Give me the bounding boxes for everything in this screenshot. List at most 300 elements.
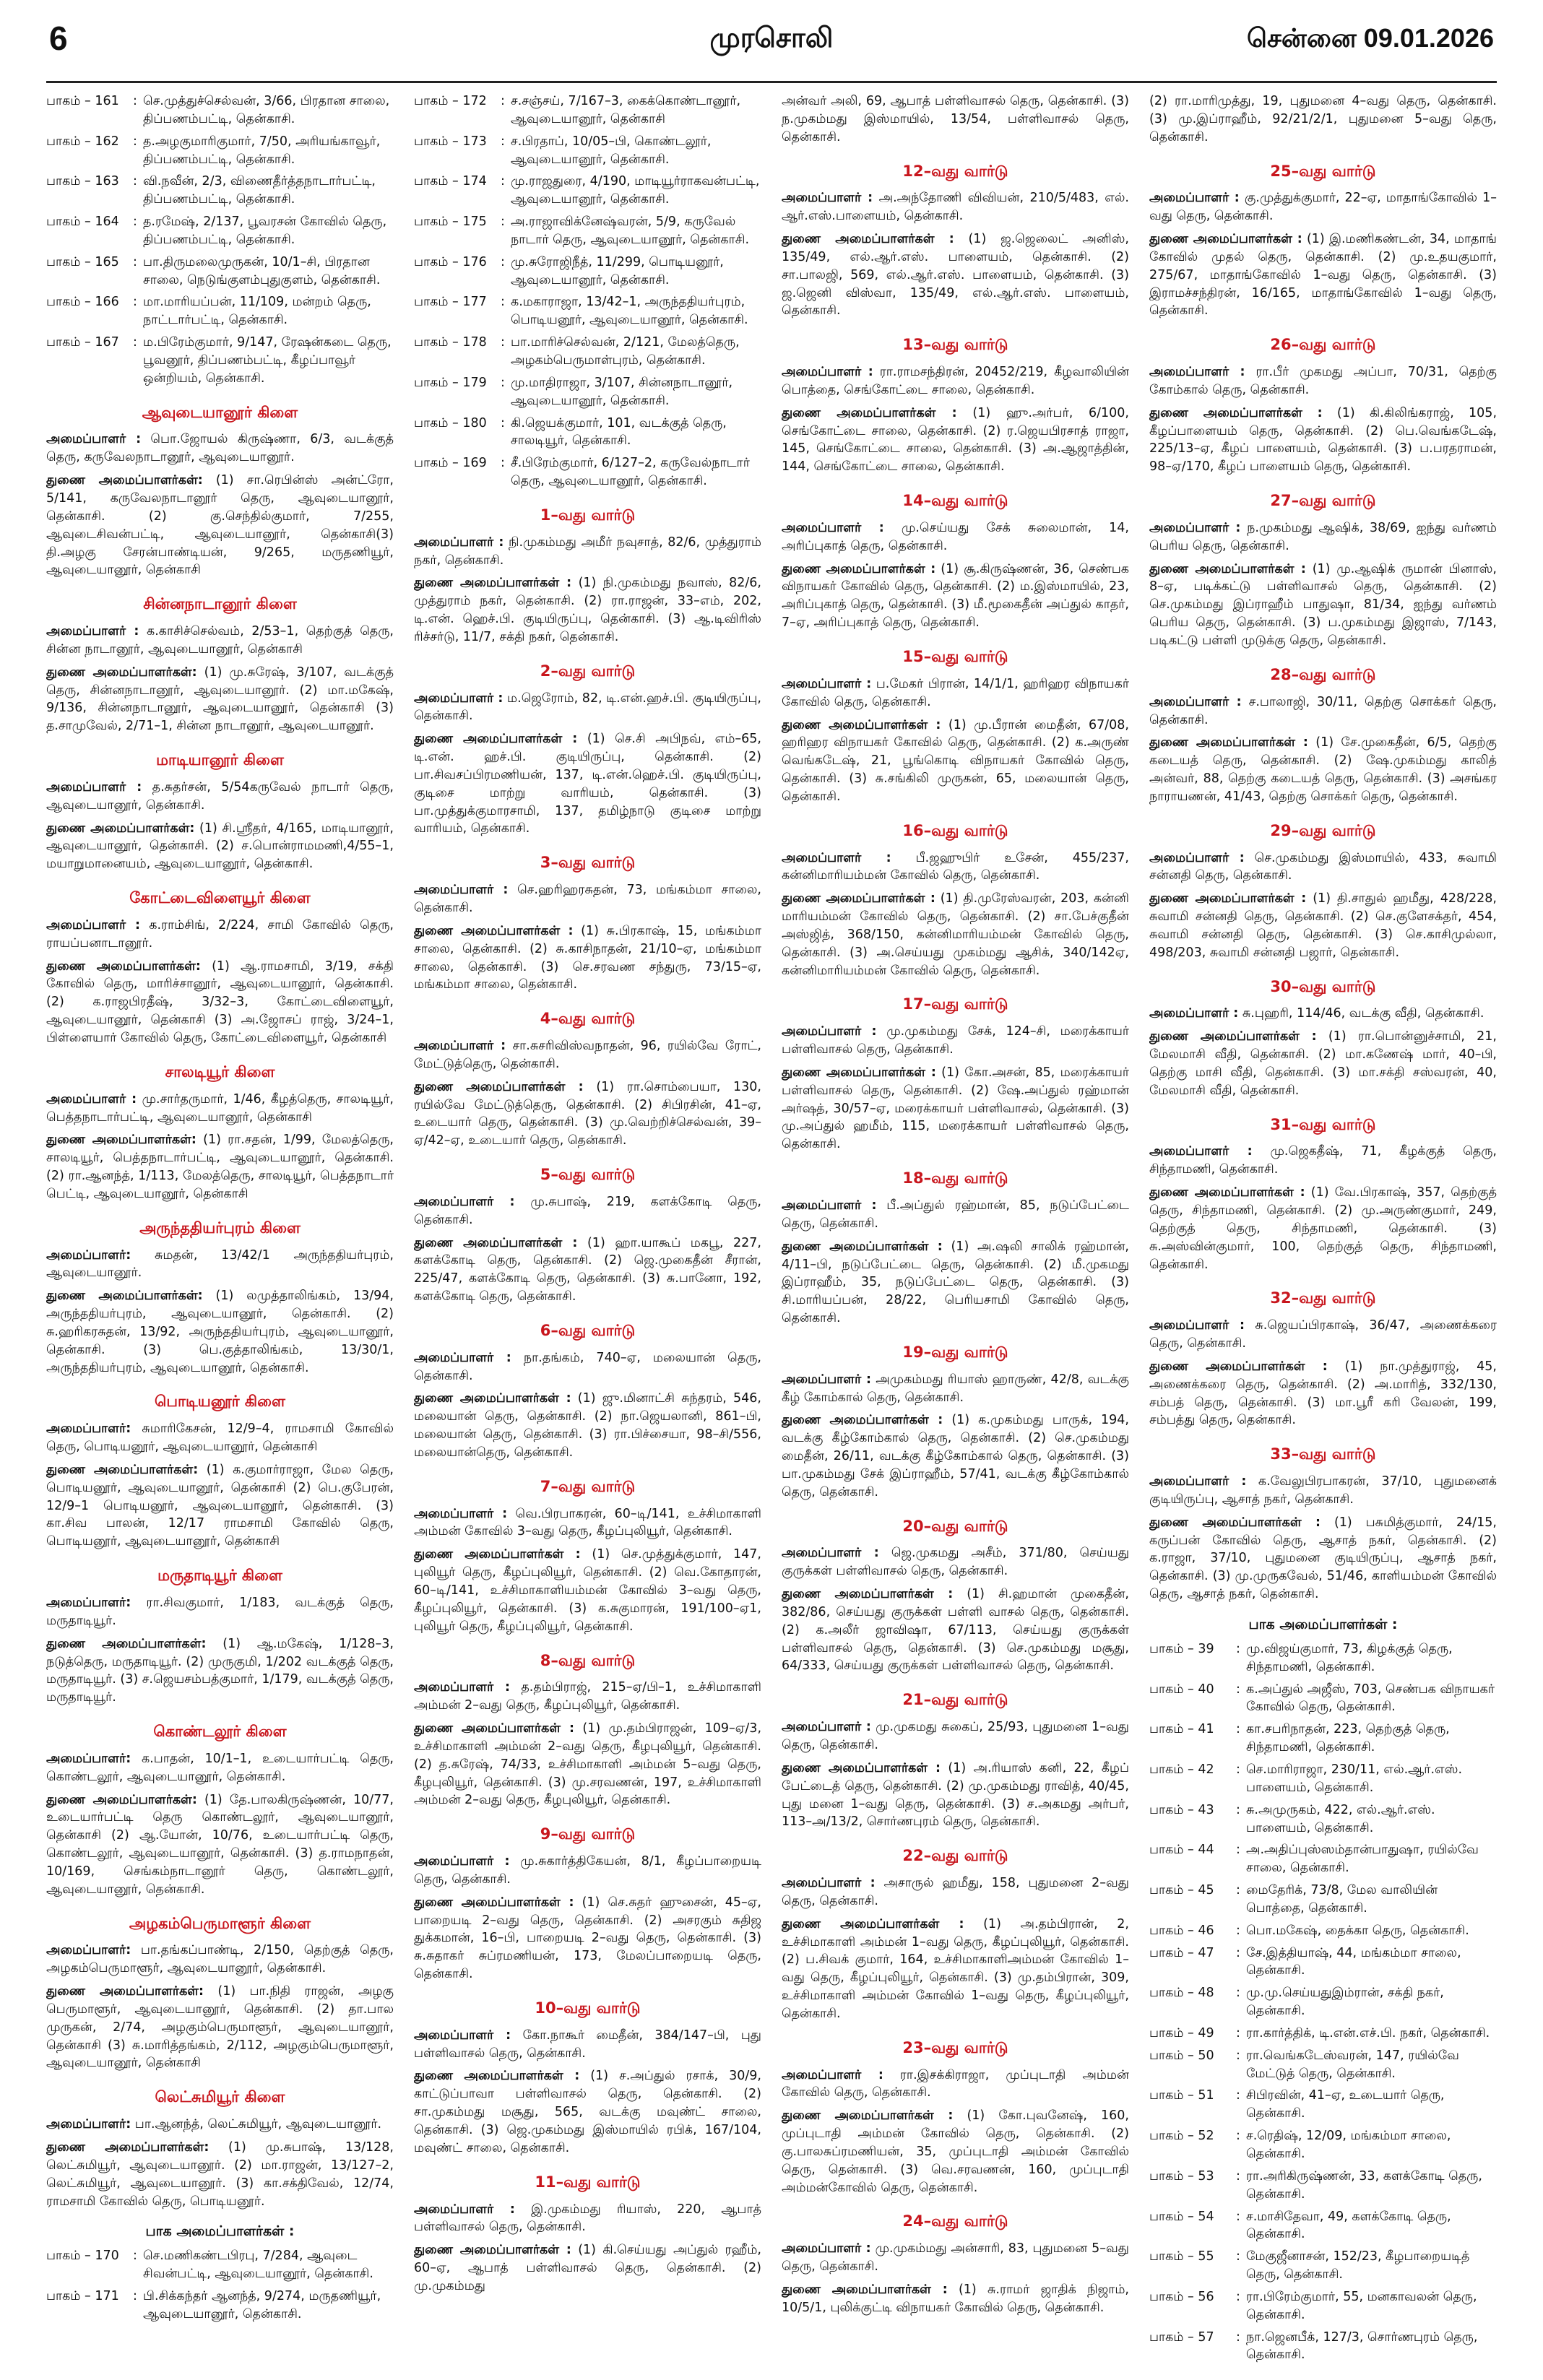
member-details: (1) ரா.சொம்பையா, 130, ரயில்வே மேட்டுத்தெரு, தென்காசி. (2) சிபிரசின், 41–ஏ, உடையார் தெரு, தென்காசி. (3) மு.வெற்றிச்செல்வன், 39–ஏ/42–ஏ, உடையார் தெரு, தென்காசி. bbox=[414, 1079, 761, 1148]
booth-entry bbox=[46, 334, 394, 388]
member-details: சா.சுசரிவிஸ்வநாதன், 96, ரயில்வே ரோட், மேட்டுத்தெரு, தென்காசி. bbox=[414, 1039, 761, 1071]
booth-number: பாகம் – 169 bbox=[414, 456, 487, 471]
role-label: துணை அமைப்பாளர்கள் : bbox=[1149, 1359, 1328, 1374]
section-heading: கோட்டைவிளையூர் கிளை bbox=[129, 889, 311, 907]
member-details: (1) மு.பீரான் மைதீன், 67/08, ஹரிஹர விநாயகர் கோவில் தெரு, தென்காசி. (2) க.அருண் வெங்கடேஷ், 21, பூங்கொடி விநாயகர் கோவில் தெரு, தென்காசி. (3) சு.சங்கிலி முருகன், 65, மலையான் தெரு, தென்காசி. bbox=[782, 717, 1129, 804]
booth-member-details: ரா.பிரேம்குமார், 55, மனகாவலன் தெரு, தென்காசி. bbox=[1246, 2289, 1477, 2322]
role-label: துணை அமைப்பாளர்கள் : bbox=[782, 1760, 941, 1775]
booth-member-details: சு.அமுருகம், 422, எல்.ஆர்.எஸ். பாளையம், தென்காசி. bbox=[1246, 1802, 1435, 1835]
booth-member-details: செ.மாரிராஜா, 230/11, எல்.ஆர்.எஸ். பாளையம், தென்காசி. bbox=[1246, 1762, 1463, 1795]
member-details: (1) ஹா.யாகூப் மகபூ, 227, களக்கோடி தெரு, தென்காசி. (2) ஜெ.முகைதீன் சீரான், 225/47, களக்கோடி தெரு, தென்காசி. (3) சு.பானோ, 192, களக்கோடி தெரு, தென்காசி. bbox=[414, 1235, 761, 1304]
member-details: ந.முகம்மது ஆஷிக், 38/69, ஐந்து வர்ணம் பெரிய தெரு, தென்காசி. bbox=[1149, 520, 1497, 553]
member-details: வெ.பிரபாகரன், 60–டி/141, உச்சிமாகாளி அம்மன் கோவில் 3–வது தெரு, கீழப்புலியூர், தென்காசி. bbox=[414, 1506, 761, 1539]
booth-member-details: வி.நவீன், 2/3, விணைதீர்த்தநாடார்பட்டி, திப்பணம்பட்டி, தென்காசி. bbox=[143, 174, 376, 207]
member-paragraph bbox=[782, 890, 1129, 979]
booth-member-details: த.அழகுமாரிகுமார், 7/50, அரியங்காவூர், திப்பணம்பட்டி, தென்காசி. bbox=[143, 134, 381, 167]
separator-colon: : bbox=[501, 415, 505, 430]
member-paragraph bbox=[1149, 561, 1497, 650]
role-label: துணை அமைப்பாளர்கள் : bbox=[1149, 735, 1308, 750]
booth-entry bbox=[414, 454, 761, 490]
section-heading: 16–வது வார்டு bbox=[902, 821, 1008, 839]
booth-number: பாகம் – 48 bbox=[1149, 1986, 1214, 2001]
booth-member-details: சிபிரவின், 41–ஏ, உடையார் தெரு, தென்காசி. bbox=[1246, 2088, 1445, 2121]
member-paragraph bbox=[414, 690, 761, 726]
member-paragraph bbox=[414, 534, 761, 570]
member-details: பா.ஆனந்த், லெட்சுமியூர், ஆவுடையானூர். bbox=[134, 2117, 382, 2132]
booth-entry bbox=[46, 2247, 394, 2283]
member-details: (1) தி.முரேஸ்வரன், 203, கன்னி மாரியம்மன் கோவில் தெரு, தென்காசி. (2) சா.பேச்குதீன் அஸ்ஜித், 368/150, கன்னிமாரியம்மன் கோவில் தெரு, தென்காசி. (3) அ.செய்யது முகம்மது ஆசிக், 340/142ஏ, கன்னிமாரியம்மன் கோவில் தெரு, தென்காசி. bbox=[782, 891, 1129, 978]
role-label: துணை அமைப்பாளர்கள் : bbox=[782, 2282, 948, 2297]
role-label: துணை அமைப்பாளர்கள்: bbox=[46, 821, 195, 836]
member-details: மு.முகம்மது சேக், 124–சி, மரைக்காயர் பள்ளிவாசல் தெரு, தென்காசி. bbox=[782, 1024, 1129, 1057]
member-paragraph bbox=[782, 189, 1129, 225]
member-paragraph bbox=[46, 1635, 394, 1707]
role-label: அமைப்பாளர் : bbox=[46, 1091, 137, 1107]
member-details: மு.சார்தருமார், 1/46, கீழத்தெரு, சாலடியூர், பெத்தநாடார்பட்டி, ஆவுடையானூர், தென்காசி bbox=[46, 1091, 394, 1125]
member-details: (1) செ.சுதர் ஹுசைன், 45–ஏ, பாறையடி 2–வது தெரு, தென்காசி. (2) அசரகும் சுதிஜ துக்கமான், 16–பி, பாறையடி 2–வது தெரு, தென்காசி. (3) சு.சுதாகர் சுப்ரமணியன், 173, மேலப்பாறையடி தெரு, தென்காசி. bbox=[414, 1895, 761, 1982]
member-paragraph bbox=[782, 1760, 1129, 1831]
role-label: அமைப்பாளர் : bbox=[414, 1194, 515, 1209]
role-label: அமைப்பாளர் : bbox=[782, 2067, 883, 2082]
booth-member-details: மு.விஜய்குமார், 73, கிழக்குத் தெரு, சிந்தாமணி, தென்காசி. bbox=[1246, 1641, 1453, 1674]
role-label: துணை அமைப்பாளர்கள் : bbox=[414, 2243, 571, 2258]
booth-entry bbox=[414, 334, 761, 370]
separator-colon: : bbox=[1236, 1802, 1240, 1817]
section-heading: சாலடியூர் கிளை bbox=[165, 1063, 275, 1081]
role-label: அமைப்பாளர் : bbox=[46, 917, 140, 932]
booth-member-details: அ.ராஜாவிக்னேஷ்வரன், 5/9, கருவேல் நாடார் தெரு, ஆவுடையானூர், தென்காசி. bbox=[511, 215, 750, 247]
member-details: (1) இ.மணிகண்டன், 34, மாதாங் கோவில் முதல் தெரு, தென்காசி. (2) மு.உதயகுமார், 275/67, மாதாங்கோவில் 1–வது தெரு, தென்காசி. (3) இராமச்சந்திரன், 16/165, மாதாங்கோவில் 1–வது தெரு, தென்காசி. bbox=[1149, 232, 1497, 319]
member-paragraph bbox=[782, 1544, 1129, 1580]
booth-number: பாகம் – 49 bbox=[1149, 2025, 1214, 2041]
section-heading: 9–வது வார்டு bbox=[540, 1825, 636, 1843]
booth-member-details: ரா.வெங்கடேஸ்வரன், 147, ரயில்வே மேட்டுத் தெரு, தென்காசி. bbox=[1246, 2048, 1459, 2081]
separator-colon: : bbox=[133, 2289, 137, 2303]
role-label: அமைப்பாளர் : bbox=[782, 520, 884, 535]
member-paragraph bbox=[1149, 1143, 1497, 1179]
booth-number: பாகம் – 171 bbox=[46, 2289, 119, 2303]
member-paragraph bbox=[782, 1197, 1129, 1233]
role-label: அமைப்பாளர் : bbox=[782, 1372, 871, 1387]
member-details: மு.முகம்மது அன்சாரி, 83, புதுமனை 5–வது தெரு, தென்காசி. bbox=[782, 2241, 1129, 2275]
member-paragraph bbox=[1149, 1358, 1497, 1429]
section-heading: 26–வது வார்டு bbox=[1270, 336, 1376, 354]
booth-member-details: சே.இத்தியாஷ், 44, மங்கம்மா சாலை, தென்காசி. bbox=[1246, 1945, 1461, 1978]
member-paragraph bbox=[782, 717, 1129, 806]
member-paragraph bbox=[414, 1078, 761, 1150]
role-label: துணை அமைப்பாளர்கள் : bbox=[782, 561, 936, 576]
separator-colon: : bbox=[1236, 2249, 1240, 2264]
role-label: அமைப்பாளர் : bbox=[414, 1350, 511, 1365]
article-columns bbox=[46, 92, 1497, 2366]
role-label: அமைப்பாளர் : bbox=[46, 432, 142, 447]
role-label: துணை அமைப்பாளர்கள்: bbox=[46, 665, 197, 680]
member-paragraph bbox=[46, 664, 394, 735]
section-heading: 29–வது வார்டு bbox=[1270, 821, 1376, 839]
role-label: அமைப்பாளர் : bbox=[414, 1506, 508, 1521]
member-paragraph bbox=[46, 779, 394, 815]
separator-colon: : bbox=[133, 94, 137, 108]
booth-number: பாகம் – 57 bbox=[1149, 2329, 1214, 2345]
booth-member-details: த.ரமேஷ், 2/137, பூவரசன் கோவில் தெரு, திப்பணம்பட்டி, தென்காசி. bbox=[143, 215, 387, 247]
section-heading: 2–வது வார்டு bbox=[540, 662, 636, 680]
role-label: துணை அமைப்பாளர்கள்: bbox=[46, 959, 201, 974]
booth-entry bbox=[46, 213, 394, 249]
member-details: (1) ஹு.அர்பர், 6/100, செங்கோட்டை சாலை, தென்காசி. (2) ர.ஜெயபிரசாத் ராஜா, 145, செங்கோட்டை சாலை, தென்காசி. (3) அ.ஆஜாத்தின், 144, செங்கோட்டை சாலை, தென்காசி. bbox=[782, 405, 1129, 475]
section-heading: மாடியானூர் கிளை bbox=[156, 751, 284, 769]
booth-entry bbox=[414, 92, 761, 129]
booth-number: பாகம் – 173 bbox=[414, 134, 487, 149]
member-paragraph bbox=[414, 1349, 761, 1385]
section-heading: 31–வது வார்டு bbox=[1270, 1115, 1376, 1133]
member-paragraph bbox=[414, 1037, 761, 1073]
member-details: (1) கி.செய்யது அப்துல் ரஹீம், 60–ஏ, ஆபாத் பள்ளிவாசல் தெரு, தென்காசி. (2) மு.முகம்மது bbox=[414, 2243, 761, 2293]
role-label: அமைப்பாளர் : bbox=[414, 691, 503, 706]
member-paragraph bbox=[414, 1853, 761, 1889]
role-label: அமைப்பாளர்: bbox=[46, 2117, 131, 2132]
subsection-heading: பாக அமைப்பாளர்கள் : bbox=[145, 2223, 295, 2240]
member-paragraph bbox=[46, 1983, 394, 2072]
member-details: (1) சூ.கிருஷ்ணன், 36, செண்பக விநாயகர் கோவில் தெரு, தென்காசி. (2) ம.இஸ்மாயில், 23, அரிப்புகாத் தெரு, தென்காசி. (3) மீ.மூகைதீன் அப்துல் காதர், 7–ஏ, அரிப்புகாத் தெரு, தென்காசி. bbox=[782, 561, 1129, 631]
section-heading: 7–வது வார்டு bbox=[540, 1477, 636, 1495]
role-label: அமைப்பாளர் : bbox=[46, 624, 139, 639]
role-label: துணை அமைப்பாளர்கள் : bbox=[414, 1391, 571, 1406]
role-label: துணை அமைப்பாளர்கள்: bbox=[46, 1462, 199, 1477]
member-details: (1) செ.முத்துக்குமார், 147, புலியூர் தெரு, கீழப்புலியூர், தென்காசி. (2) வெ.கோதாரன், 60–டி/141, உச்சிமாகாளியம்மன் கோவில் 3–வது தெரு, கீழப்புலியூர், தென்காசி. (3) க.சுகுமாரன், 191/100–ஏ1, புலியூர் தெரு, கீழப்புலியூர், தென்காசி. bbox=[414, 1547, 761, 1634]
member-details: த.தம்பிராஜ், 215–ஏ/பி–1, உச்சிமாகாளி அம்மன் 2–வது தெரு, கீழப்புலியூர், தென்காசி. bbox=[414, 1680, 761, 1713]
booth-number: பாகம் – 53 bbox=[1149, 2168, 1214, 2184]
booth-entry bbox=[1149, 1681, 1497, 1717]
member-paragraph bbox=[1149, 189, 1497, 225]
booth-entry bbox=[414, 293, 761, 329]
booth-number: பாகம் – 46 bbox=[1149, 1923, 1214, 1938]
booth-member-details: செ.முத்துச்செல்வன், 3/66, பிரதான சாலை, திப்பணம்பட்டி, தென்காசி. bbox=[143, 94, 390, 126]
member-paragraph bbox=[46, 1594, 394, 1630]
booth-member-details: சீ.பிரேம்குமார், 6/127–2, கருவேல்நாடார் தெரு, ஆவுடையானூர், தென்காசி. bbox=[511, 456, 750, 489]
member-details: சுமதன், 13/42/1 அருந்ததியர்புரம், ஆவுடையானூர். bbox=[46, 1247, 394, 1281]
section-heading: 20–வது வார்டு bbox=[902, 1517, 1008, 1535]
separator-colon: : bbox=[133, 295, 137, 310]
member-details: (1) ரா.சதன், 1/99, மேலத்தெரு, சாலடியூர், பெத்தநாடார்பட்டி, ஆவுடையானூர், தென்காசி. (2) ரா.ஆனந்த், 1/113, மேலத்தெரு, சாலடியூர், பெத்தநாடார் பெட்டி, ஆவுடையானூர், தென்காசி bbox=[46, 1133, 394, 1201]
booth-entry bbox=[46, 173, 394, 209]
member-details: (1) லமுத்தாலிங்கம், 13/94, அருந்ததியர்புரம், ஆவுடையானூர், தென்காசி. (2) சு.ஹரிகரசுதன், 13/92, அருந்ததியர்புரம், ஆவுடையானூர், தென்காசி. (3) பெ.குத்தாலிங்கம், 13/30/1, அருந்ததியர்புரம், ஆவுடையானூர், தென்காசி. bbox=[46, 1289, 394, 1375]
separator-colon: : bbox=[133, 134, 137, 149]
section-heading: 21–வது வார்டு bbox=[902, 1691, 1008, 1709]
member-paragraph bbox=[1149, 1005, 1497, 1023]
booth-number: பாகம் – 54 bbox=[1149, 2209, 1214, 2224]
column-3 bbox=[782, 92, 1129, 2366]
booth-member-details: பி.சிக்கந்தர் ஆனந்த், 9/274, மருதணியூர், ஆவுடையானூர், தென்காசி. bbox=[143, 2289, 381, 2321]
role-label: துணை அமைப்பாளர்கள் : bbox=[414, 1235, 578, 1250]
member-details: ரா.இசக்கிராஜா, முப்புடாதி அம்மன் கோவில் தெரு, தென்காசி. bbox=[782, 2067, 1129, 2100]
member-details: நா.தங்கம், 740–ஏ, மலையான் தெரு, தென்காசி. bbox=[414, 1350, 761, 1383]
section-heading: 10–வது வார்டு bbox=[535, 1999, 641, 2017]
section-heading: 22–வது வார்டு bbox=[902, 1847, 1008, 1865]
member-details: (1) ரா.பொன்னுச்சாமி, 21, மேலமாசி வீதி, தென்காசி. (2) மா.கணேஷ் மார், 40–பி, தெற்கு மாசி வீதி, தென்காசி. (3) மா.சக்தி சஸ்வரன், 40, மேலமாசி வீதி, தென்காசி. bbox=[1149, 1029, 1497, 1098]
booth-member-details: க.மகாராஜா, 13/42–1, அருந்ததியர்புரம், பொடியனூர், ஆவுடையானூர், தென்காசி. bbox=[511, 295, 748, 328]
section-heading: 6–வது வார்டு bbox=[540, 1321, 636, 1339]
booth-entry bbox=[1149, 2025, 1497, 2043]
section-heading: லெட்சுமியூர் கிளை bbox=[155, 2088, 285, 2106]
separator-colon: : bbox=[1236, 1883, 1240, 1898]
booth-number: பாகம் – 41 bbox=[1149, 1722, 1214, 1737]
member-details: கோ.நாகூர் மைதீன், 384/147–பி, புது பள்ளிவாசல் தெரு, தென்காசி. bbox=[414, 2028, 761, 2061]
section-heading: ஆவுடையானூர் கிளை bbox=[142, 403, 298, 421]
member-details: க.வேலுபிரபாகரன், 37/10, புதுமனைக் குடியிருப்பு, ஆசாத் நகர், தென்காசி. bbox=[1149, 1474, 1497, 1507]
member-details: (1) க.குமார்ராஜா, மேல தெரு, பொடியனூர், ஆவுடையானூர், தென்காசி (2) பெ.குபேரன், 12/9–1 பொடியனூர், ஆவுடையானூர், தென்காசி. (3) கா.சிவ பாலன், 12/17 ராமசாமி கோவில் தெரு, பொடியனூர், ஆவுடையானூர், தென்காசி bbox=[46, 1462, 394, 1549]
booth-number: பாகம் – 56 bbox=[1149, 2289, 1214, 2304]
booth-number: பாகம் – 167 bbox=[46, 335, 119, 350]
booth-member-details: செ.மணிகண்டபிரபு, 7/284, ஆவுடை சிவன்பட்டி, ஆவுடையானூர், தென்காசி. bbox=[143, 2249, 373, 2282]
role-label: அமைப்பாளர் : bbox=[414, 2028, 511, 2043]
column-1 bbox=[46, 92, 394, 2366]
separator-colon: : bbox=[501, 335, 505, 350]
member-paragraph bbox=[782, 849, 1129, 886]
section-heading: 19–வது வார்டு bbox=[902, 1343, 1008, 1361]
member-paragraph bbox=[414, 1390, 761, 1461]
separator-colon: : bbox=[1236, 2129, 1240, 2144]
member-details: (1) வே.பிரகாஷ், 357, தெற்குத் தெரு, சிந்தாமணி, தென்காசி. (2) மு.அருண்குமார், 249, தெற்குத் தெரு, சிந்தாமணி, தென்காசி. (3) சு.அஸ்வின்குமார், 100, தெற்குத் தெரு, சிந்தாமணி, தென்காசி. bbox=[1149, 1185, 1497, 1272]
member-paragraph bbox=[1149, 92, 1497, 147]
role-label: அமைப்பாளர்: bbox=[46, 1421, 131, 1437]
member-paragraph bbox=[782, 1585, 1129, 1675]
booth-entry bbox=[414, 254, 761, 290]
separator-colon: : bbox=[501, 94, 505, 108]
member-paragraph bbox=[1149, 1028, 1497, 1099]
member-details: (1) மு.சுபாஷ், 13/128, லெட்சுமியூர், ஆவுடையானூர். (2) மா.ராஜன், 13/127–2, லெட்சுமியூர், ஆவுடையானூர். (3) கா.சக்திவேல், 12/74, ராமசாமி கோவில் தெரு, பொடியனூர். bbox=[46, 2139, 394, 2209]
member-details: (1) சி.ஸ்ரீதர், 4/165, மாடியானூர், ஆவுடையானூர், தென்காசி. (2) ச.பொன்ராமமணி,4/55–1, மயாறுமானையம், ஆவுடையானூர், தென்காசி. bbox=[46, 821, 394, 872]
member-paragraph bbox=[414, 730, 761, 838]
member-paragraph bbox=[46, 820, 394, 874]
section-heading: 13–வது வார்டு bbox=[902, 336, 1008, 354]
member-paragraph bbox=[782, 675, 1129, 711]
section-heading: அருந்ததியர்புரம் கிளை bbox=[139, 1219, 301, 1237]
section-heading: 4–வது வார்டு bbox=[540, 1010, 636, 1028]
section-heading: சின்னநாடானூர் கிளை bbox=[143, 595, 297, 613]
separator-colon: : bbox=[1236, 1945, 1240, 1960]
member-details: சுமாரிகேசன், 12/9–4, ராமசாமி கோவில் தெரு, பொடியனூர், ஆவுடையானூர், தென்காசி bbox=[46, 1421, 394, 1455]
role-label: துணை அமைப்பாளர்கள் : bbox=[1149, 1185, 1305, 1200]
member-details: க.பாதன், 10/1–1, உடையார்பட்டி தெரு, கொண்டலூர், ஆவுடையானூர், தென்காசி. bbox=[46, 1751, 394, 1784]
member-paragraph bbox=[414, 1546, 761, 1635]
role-label: துணை அமைப்பாளர்கள்: bbox=[46, 1133, 196, 1148]
booth-number: பாகம் – 45 bbox=[1149, 1883, 1214, 1898]
separator-colon: : bbox=[133, 215, 137, 230]
booth-number: பாகம் – 52 bbox=[1149, 2129, 1214, 2144]
booth-member-details: ச.பிரதாப், 10/05–பி, கொண்டலூர், ஆவுடையானூர், தென்காசி. bbox=[511, 134, 712, 167]
member-details: மு.ஜெகதீஷ், 71, கீழக்குத் தெரு, சிந்தாமணி, தென்காசி. bbox=[1149, 1144, 1497, 1177]
member-paragraph bbox=[782, 2107, 1129, 2197]
separator-colon: : bbox=[1236, 1682, 1240, 1697]
booth-entry bbox=[1149, 1922, 1497, 1940]
member-details: க.காசிச்செல்வம், 2/53–1, தெற்குத் தெரு, சின்ன நாடானூர், ஆவுடையானூர், தென்காசி bbox=[46, 624, 394, 657]
member-paragraph bbox=[46, 623, 394, 659]
member-paragraph bbox=[414, 1505, 761, 1541]
section-heading: 15–வது வார்டு bbox=[902, 648, 1008, 665]
role-label: துணை அமைப்பாளர்கள்: bbox=[46, 2139, 209, 2155]
section-heading: அழகம்பெருமாளூர் கிளை bbox=[129, 1914, 311, 1932]
booth-entry bbox=[1149, 2087, 1497, 2123]
member-details: (1) கோ.அசன், 85, மரைக்காயர் பள்ளிவாசல் தெரு, தென்காசி. (2) ஷே.அப்துல் ரஹ்மான் அர்ஷத், 30/57–ஏ, மரைக்காயர் பள்ளிவாசல், தென்காசி. (3) மு.அப்துல் ஹமீம், 115, மரைக்காயர் பள்ளிவாசல் தெரு, தென்காசி. bbox=[782, 1065, 1129, 1152]
role-label: அமைப்பாளர் : bbox=[782, 2241, 871, 2256]
role-label: துணை அமைப்பாளர்கள் : bbox=[782, 2108, 954, 2124]
role-label: துணை அமைப்பாளர்கள் : bbox=[414, 732, 578, 747]
section-heading: 8–வது வார்டு bbox=[540, 1651, 636, 1669]
member-details: சு.ஜெயப்பிரகாஷ், 36/47, அணைக்கரை தெரு, தென்காசி. bbox=[1149, 1318, 1497, 1351]
role-label: துணை அமைப்பாளர்கள் : bbox=[414, 1547, 581, 1562]
member-paragraph bbox=[1149, 693, 1497, 730]
booth-entry bbox=[1149, 1761, 1497, 1797]
role-label: துணை அமைப்பாளர்கள் : bbox=[782, 1239, 943, 1254]
member-paragraph bbox=[782, 1874, 1129, 1911]
role-label: அமைப்பாளர் : bbox=[414, 883, 509, 898]
member-details: செ.ஹரிஹரசுதன், 73, மங்கம்மா சாலை, தென்காசி. bbox=[414, 883, 761, 915]
separator-colon: : bbox=[1236, 1641, 1240, 1656]
booth-number: பாகம் – 39 bbox=[1149, 1641, 1214, 1656]
member-details: (1) நி.முகம்மது நவாஸ், 82/6, முத்துராம் நகர், தென்காசி. (2) ரா.ராஜன், 33–எம், 202, டி.என். ஹெச்.பி. குடியிருப்பு, தென்காசி. (3) ஆ.டிவிரிஸ் ரிச்சர்டு, 11/7, சக்தி நகர், தென்காசி. bbox=[414, 576, 761, 644]
separator-colon: : bbox=[133, 254, 137, 269]
member-details: பொ.ஜோயல் கிருஷ்ணா, 6/3, வடக்குத் தெரு, கருவேலநாடானூர், ஆவுடையானூர். bbox=[46, 432, 394, 465]
member-details: (1) ஜு.மினாட்சி சுந்தரம், 546, மலையான் தெரு, தென்காசி. (2) நா.ஜெயலானி, 861–பி, மலையான் தெரு, தென்காசி. (3) ரா.பிச்சையா, 98–சி/556, மலையான்தெரு, தென்காசி. bbox=[414, 1391, 761, 1460]
member-paragraph bbox=[1149, 1184, 1497, 1273]
member-details: (1) சா.ரெபின்ஸ் அன்ட்ரோ, 5/141, கருவேலநாடானூர் தெரு, ஆவுடையானூர், தென்காசி. (2) கு.செந்தில்குமார், 7/255, ஆவுடைசிவன்பட்டி, ஆவுடையானூர், தென்காசி(3) தி.அழகு சேரன்பாண்டியன், 9/265, மருதணியூர், ஆவுடையானூர், தென்காசி bbox=[46, 473, 394, 578]
member-paragraph bbox=[1149, 1473, 1497, 1509]
section-heading: 14–வது வார்டு bbox=[902, 492, 1008, 510]
booth-number: பாகம் – 42 bbox=[1149, 1762, 1214, 1777]
booth-entry bbox=[46, 133, 394, 169]
role-label: துணை அமைப்பாளர்கள் : bbox=[782, 1413, 943, 1428]
role-label: துணை அமைப்பாளர்கள்: bbox=[46, 1636, 207, 1651]
member-details: (1) தே.பாலகிருஷ்ணன், 10/77, உடையார்பட்டி தெரு கொண்டலூர், ஆவுடையானூர், தென்காசி (2) ஆ.யோன், 10/76, உடையார்பட்டி தெரு, கொண்டலூர், ஆவுடையானூர், தென்காசி. (3) த.ராமநாதன், 10/169, செங்கம்நாடானூர் தெரு, கொண்டலூர், ஆவுடையானூர், தென்காசி. bbox=[46, 1792, 394, 1897]
member-paragraph bbox=[414, 1234, 761, 1306]
booth-entry bbox=[1149, 2248, 1497, 2284]
member-details: (1) பா.நிதி ராஜன், அழகு பெருமாளூர், ஆவுடையானூர், தென்காசி. (2) தா.பால முருகன், 2/74, அழகும்பெருமாளூர், ஆவுடையானூர், தென்காசி (3) சு.மாரித்தங்கம், 2/112, அழகும்பெருமாளூர், ஆவுடையானூர், தென்காசி bbox=[46, 1984, 394, 2071]
member-details: ரா.சிவகுமார், 1/183, வடக்குத் தெரு, மருதாடியூர். bbox=[46, 1595, 394, 1628]
role-label: துணை அமைப்பாளர்கள் : bbox=[414, 2069, 580, 2084]
member-details: (1) அ.தம்பிரான், 2, உச்சிமாகாளி அம்மன் 1–வது தெரு, கீழப்புலியூர், தென்காசி. (2) ப.சிவக் குமார், 164, உச்சிமாகாளிஅம்மன் கோவில் 1–வது தெரு, கீழப்புலியூர், தென்காசி. (3) மு.தம்பிரான், 309, உச்சிமாகாளி அம்மன் கோவில் 1–வது தெரு, கீழப்புலியூர், தென்காசி. bbox=[782, 1916, 1129, 2021]
member-details: மு.செய்யது சேக் சுலைமான், 14, அரிப்புகாத் தெரு, தென்காசி. bbox=[782, 520, 1129, 553]
booth-number: பாகம் – 174 bbox=[414, 174, 487, 189]
role-label: அமைப்பாளர் : bbox=[782, 850, 891, 865]
member-details: (1) செ.சி அபிநவ், எம்–65, டி.என். ஹச்.பி. குடியிருப்பு, தென்காசி. (2) பா.சிவசப்பிரமணியன், 137, டி.என்.ஹெச்.பி. குடியிருப்பு, குடிசை மாற்று வாரியம், தென்காசி. (3) பா.முத்துக்குமாரசாமி, 137, தமிழ்நாடு குடிசை மாற்று வாரியம், தென்காசி. bbox=[414, 732, 761, 836]
role-label: அமைப்பாளர் : bbox=[782, 1024, 877, 1039]
page-number: 6 bbox=[49, 20, 68, 57]
section-heading: மருதாடியூர் கிளை bbox=[157, 1567, 282, 1585]
section-heading: 12–வது வார்டு bbox=[902, 162, 1008, 180]
member-paragraph bbox=[1149, 734, 1497, 805]
role-label: அமைப்பாளர் : bbox=[1149, 191, 1240, 206]
member-paragraph bbox=[414, 881, 761, 917]
booth-number: பாகம் – 44 bbox=[1149, 1843, 1214, 1858]
column-4 bbox=[1149, 92, 1497, 2366]
member-paragraph bbox=[782, 92, 1129, 147]
member-details: (1) ஆ.மகேஷ், 1/128–3, நடுத்தெரு, மருதாடியூர். (2) முருகுமி, 1/202 வடக்குத் தெரு, மருதாடியூர். (3) ச.ஜெயசம்பத்குமார், 1/179, வடக்குத் தெரு, மருதாடியூர். bbox=[46, 1636, 394, 1705]
member-details: ம.ஜெரோம், 82, டி.என்.ஹச்.பி. குடியிருப்பு, தென்காசி. bbox=[414, 691, 761, 724]
role-label: துணை அமைப்பாளர்கள் : bbox=[782, 405, 957, 420]
role-label: துணை அமைப்பாளர்கள் : bbox=[782, 232, 954, 247]
separator-colon: : bbox=[1236, 2025, 1240, 2041]
member-details: (2) ரா.மாரிமுத்து, 19, புதுமனை 4–வது தெரு, தென்காசி. (3) மு.இப்ராஹீம், 92/21/2/1, புதுமனை 5–வது தெரு, தென்காசி. bbox=[1149, 94, 1497, 144]
member-paragraph bbox=[46, 1750, 394, 1786]
member-paragraph bbox=[46, 1131, 394, 1203]
booth-entry bbox=[1149, 2127, 1497, 2163]
member-paragraph bbox=[1149, 230, 1497, 320]
member-details: மு.சுகார்த்திகேயன், 8/1, கீழப்பாறையடி தெரு, தென்காசி. bbox=[414, 1854, 761, 1887]
role-label: துணை அமைப்பாளர்கள் : bbox=[1149, 561, 1306, 576]
separator-colon: : bbox=[501, 456, 505, 471]
role-label: துணை அமைப்பாளர்கள் : bbox=[1149, 405, 1323, 420]
role-label: அமைப்பாளர் : bbox=[46, 779, 142, 795]
booth-entry bbox=[46, 254, 394, 290]
member-details: மு.சுபாஷ், 219, களக்கோடி தெரு, தென்காசி. bbox=[414, 1194, 761, 1227]
booth-entry bbox=[1149, 1944, 1497, 1981]
role-label: அமைப்பாளர் : bbox=[1149, 1318, 1245, 1333]
member-details: இ.முகம்மது ரியாஸ், 220, ஆபாத் பள்ளிவாசல் தெரு, தென்காசி. bbox=[414, 2202, 761, 2235]
booth-entry bbox=[1149, 2288, 1497, 2324]
member-paragraph bbox=[46, 472, 394, 579]
separator-colon: : bbox=[1236, 2088, 1240, 2103]
role-label: துணை அமைப்பாளர்கள் : bbox=[1149, 1029, 1317, 1044]
member-details: பா.தங்கப்பாண்டி, 2/150, தெற்குத் தெரு, அழகம்பெருமாளூர், ஆவுடையானூர், தென்காசி. bbox=[46, 1943, 394, 1976]
role-label: துணை அமைப்பாளர்கள் : bbox=[1149, 232, 1302, 247]
member-paragraph bbox=[782, 1411, 1129, 1501]
member-paragraph bbox=[782, 404, 1129, 476]
role-label: அமைப்பாளர் : bbox=[414, 1680, 511, 1695]
section-heading: பொடியனூர் கிளை bbox=[155, 1393, 285, 1411]
member-paragraph bbox=[46, 1287, 394, 1377]
member-details: (1) பசுமித்குமார், 24/15, கருப்பன் கோவில் தெரு, ஆசாத் நகர், தென்காசி. (2) க.ராஜா, 37/10, புதுமனை குடியிருப்பு, ஆசாத் நகர், தென்காசி. (3) மு.முருகவேல், 51/46, காளியம்மன் கோவில் தெரு, ஆசாத் நகர், தென்காசி. bbox=[1149, 1515, 1497, 1602]
booth-entry bbox=[1149, 1721, 1497, 1757]
booth-entry bbox=[46, 92, 394, 129]
member-details: (1) மு.தம்பிராஜன், 109–ஏ/3, உச்சிமாகாளி அம்மன் 2–வது தெரு, கீழபுலியூர், தென்காசி. (2) த.சுரேஷ், 74/33, உச்சிமாகாளி அம்மன் 5–வது தெரு, கீழபுலியூர், தென்காசி. (3) மு.சரவணன், 197, உச்சிமாகாளி அம்மன் 2–வது தெரு, கீழபுலியூர், தென்காசி. bbox=[414, 1721, 761, 1808]
member-paragraph bbox=[414, 2067, 761, 2157]
section-heading: 17–வது வார்டு bbox=[902, 995, 1008, 1013]
separator-colon: : bbox=[1236, 1843, 1240, 1858]
booth-member-details: மைதேரிக், 73/8, மேல வாலியின் பொத்தை, தென்காசி. bbox=[1246, 1883, 1438, 1916]
separator-colon: : bbox=[1236, 1762, 1240, 1777]
role-label: அமைப்பாளர் : bbox=[1149, 520, 1241, 535]
member-paragraph bbox=[782, 519, 1129, 555]
dateline: சென்னை 09.01.2026 bbox=[1246, 23, 1494, 53]
member-paragraph bbox=[46, 1420, 394, 1456]
role-label: அமைப்பாளர் : bbox=[782, 1198, 877, 1213]
role-label: துணை அமைப்பாளர்கள்: bbox=[46, 1289, 203, 1304]
booth-member-details: ச.மாசிதேவா, 49, களக்கோடி தெரு, தென்காசி. bbox=[1246, 2209, 1451, 2242]
booth-entry bbox=[414, 173, 761, 209]
separator-colon: : bbox=[1236, 2289, 1240, 2304]
masthead bbox=[46, 0, 1497, 83]
member-paragraph bbox=[782, 1916, 1129, 2023]
booth-member-details: மு.மாதிராஜா, 3/107, சின்னநாடானூர், ஆவுடையானூர், தென்காசி. bbox=[511, 375, 733, 408]
member-paragraph bbox=[1149, 890, 1497, 961]
booth-member-details: மு.ராஜதுரை, 4/190, மாடியூர்ராகவன்பட்டி, ஆவுடையானூர், தென்காசி. bbox=[511, 174, 760, 207]
role-label: அமைப்பாளர்: bbox=[46, 1595, 131, 1610]
member-details: த.சுதர்சன், 5/54கருவேல் நாடார் தெரு, ஆவுடையானூர், தென்காசி. bbox=[46, 779, 394, 813]
booth-member-details: பொ.மகேஷ், தைக்கா தெரு, தென்காசி. bbox=[1246, 1923, 1469, 1938]
member-paragraph bbox=[1149, 404, 1497, 476]
role-label: அமைப்பாளர் : bbox=[1149, 1144, 1253, 1159]
booth-entry bbox=[1149, 1640, 1497, 1676]
booth-number: பாகம் – 180 bbox=[414, 415, 487, 430]
member-details: (1) ச.அப்துல் ரசாக், 30/9, காட்டுப்பாவா பள்ளிவாசல் தெரு, தென்காசி. (2) சா.முகம்மது மசூது, 565, வடக்கு மவுண்ட் சாலை, தென்காசி. (3) ஜெ.முகம்மது இஸ்மாயில் ரபிக், 167/104, மவுண்ட் சாலை, தென்காசி. bbox=[414, 2069, 761, 2155]
member-details: (1) நா.முத்துராஜ், 45, அணைக்கரை தெரு, தென்காசி. (2) அ.மாரித், 332/130, சம்பத் தெரு, தென்காசி. (3) மா.பூரீ கரி வேலன், 199, சம்பத்து தெரு, தென்காசி. bbox=[1149, 1359, 1497, 1428]
role-label: துணை அமைப்பாளர்கள் : bbox=[414, 1079, 584, 1094]
booth-entry bbox=[414, 374, 761, 410]
booth-member-details: பா.திருமலைமுருகன், 10/1–சி, பிரதான சாலை, நெடுங்குளம்புதுகுளம், தென்காசி. bbox=[143, 254, 381, 287]
member-paragraph bbox=[46, 917, 394, 953]
booth-member-details: மா.மாரியப்பன், 11/109, மன்றம் தெரு, நாட்டார்பட்டி, தென்காசி. bbox=[143, 295, 371, 328]
member-details: (1) மு.சுரேஷ், 3/107, வடக்குத் தெரு, சின்னநாடானூர், ஆவுடையானூர். (2) மா.மகேஷ், 9/136, சின்னநாடானூர், ஆவுடையானூர், தென்காசி (3) த.சாமுவேல், 2/71–1, சின்ன நாடானூர், ஆவுடையானூர். bbox=[46, 665, 394, 734]
